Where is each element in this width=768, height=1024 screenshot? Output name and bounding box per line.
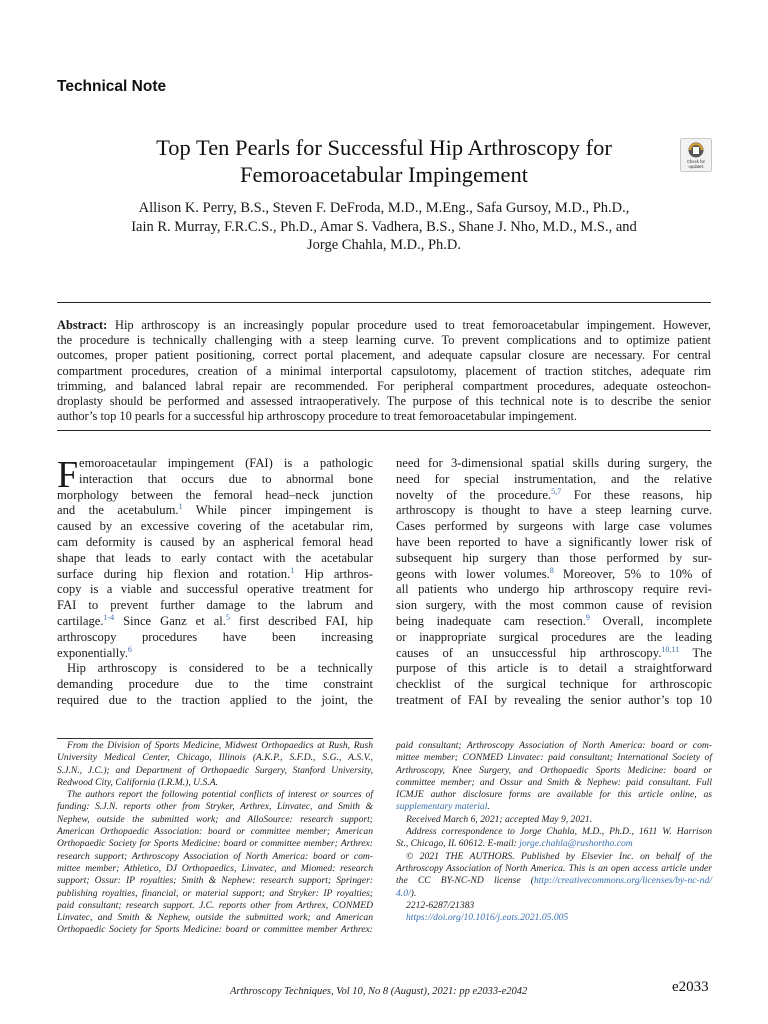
body-line: cam deformity is caused by an aspherical femoral head: [57, 534, 373, 549]
body-line: Cases performed by surgeons with large case volumes: [396, 519, 712, 534]
citation-link[interactable]: 1: [290, 565, 295, 575]
drop-cap: F: [57, 454, 79, 496]
author-list: [57, 199, 711, 255]
abstract-line: [57, 318, 711, 333]
citation-link[interactable]: 5: [225, 612, 230, 622]
footnote-line: committee member; and Ossur and Smith & Nephew: paid consultant. Full: [396, 776, 712, 788]
footnote-line: the CC BY-NC-ND license (http://creativecommons.org/licenses/by-nc-nd/: [396, 875, 712, 887]
body-line: geons with lower volumes.$^8$ Moreover, 5% to 10% of: [396, 565, 712, 581]
badge-text-1: Check for: [687, 159, 705, 164]
footnote-line: From the Division of Sports Medicine, Midwest Orthopaedics at Rush, Rush: [67, 740, 373, 751]
license-link[interactable]: 4.0/: [396, 887, 411, 899]
footnote-line: Orthopaedic Society for Sports Medicine: board or committee member; Arthrex:: [57, 838, 373, 850]
supplementary-material-link[interactable]: supplementary material: [396, 801, 488, 813]
footnote-line: American Orthopaedic Association: board or committee member; American: [57, 826, 373, 838]
footnote-line: Nephew, outside the submitted work; and AlloSource: research support;: [57, 813, 373, 825]
body-line: copy is a viable and successful operative treatment for: [57, 582, 373, 597]
issn: 2212-6287/21383: [406, 899, 475, 911]
footnote-line: Linvatec, and Smith & Nephew, outside the submitted work; and American: [57, 912, 373, 924]
license-link[interactable]: http://creativecommons.org/licenses/by-nc-nd/: [533, 875, 712, 887]
body-line: novelty of the procedure.$^{5,7}$ For these reasons, hip: [396, 486, 712, 502]
footnote-disclosures: [396, 740, 712, 924]
footnote-line: research support; Arthroscopy Association of North America: board or com-: [57, 850, 373, 862]
doi-row: [396, 912, 712, 924]
article-title: [90, 134, 678, 188]
body-column-right: [396, 456, 712, 709]
body-line: arthroscopy procedures have been increasing: [57, 629, 373, 644]
body-line: morphology between the femoral head–neck junction: [57, 487, 373, 502]
section-label: Technical Note: [57, 78, 167, 95]
body-line: sion surgery, with the most common cause of revision: [396, 598, 712, 613]
body-line: or inappropriate surgical procedures are the leading: [396, 629, 712, 644]
body-line: all patients who undergo hip arthroscopy require revi-: [396, 582, 712, 597]
check-for-updates-badge[interactable]: [680, 138, 712, 172]
abstract-line: compartment procedures, creation of a minimal interportal capsulotomy, placement of traction stitches, adequate rim: [57, 363, 711, 378]
footnote-line: funding: S.J.N. reports other from Stryker, Arthrex, Linvatec, and Smith &: [57, 801, 373, 813]
abstract-text: Hip arthroscopy is an increasingly popular procedure used to treat femoroacetabular impingement. However,: [107, 318, 711, 332]
body-line: need for 3-dimensional spatial skills during surgery, the: [396, 456, 712, 470]
journal-citation-footer: Arthroscopy Techniques, Vol 10, No 8 (August), 2021: pp e2033-e2042: [230, 986, 528, 997]
footnote-line: supplementary material.: [396, 801, 490, 813]
author-line: Iain R. Murray, F.R.C.S., Ph.D., Amar S. Vadhera, B.S., Shane J. Nho, M.D., M.S., and: [131, 218, 637, 235]
footnote-line: ICMJE author disclosure forms are available for this article online, as: [396, 789, 712, 801]
citation-link[interactable]: 10,11: [661, 644, 680, 654]
abstract-line: outcomes, proper patient positioning, correct portal placement, and adequate capsular closure are necessary. For central: [57, 348, 711, 363]
badge-text-2: updates: [688, 164, 704, 169]
author-line: Allison K. Perry, B.S., Steven F. DeFroda, M.D., M.Eng., Safa Gursoy, M.D., Ph.D.,: [138, 200, 630, 216]
body-line: treatment of FAI by revealing the senior author’s top 10: [396, 692, 712, 707]
title-line: Femoroacetabular Impingement: [239, 162, 529, 187]
body-line: have been reported to have a significantly lower risk of: [396, 534, 712, 549]
body-line: cartilage.$^{1-4}$ Since Ganz et al.$^5$ first described FAI, hip: [57, 612, 373, 628]
body-column-left: [57, 456, 373, 709]
footnote-line: publishing royalties, financial, or material support; and Stryker: IP royalties;: [57, 887, 373, 899]
footnote-line: mittee member; CONMED Linvatec: paid consultant; International Society of: [396, 752, 712, 764]
author-line: Jorge Chahla, M.D., Ph.D.: [307, 237, 461, 253]
title-line: Top Ten Pearls for Successful Hip Arthroscopy for: [156, 135, 612, 160]
footnote-line: S.J.N., J.C.); and Department of Orthopaedic Surgery, Stanford University,: [57, 764, 373, 776]
body-line: and the acetabulum.$^1$ While pincer impingement is: [57, 502, 374, 518]
footnote-line: paid consultant; research support. J.C. reports other from Arthrex, CONMED: [57, 899, 373, 911]
body-line: caused by an excessive covering of the acetabular rim,: [57, 519, 373, 534]
abstract-line: the procedure is technically challenging with a steep learning curve. To prevent complications and to optimize patient: [57, 333, 711, 348]
abstract-line: author’s top 10 pearls for a successful hip arthroscopy procedure to treat femoroacetabular impingement.: [57, 409, 577, 424]
footnote-line: Arthroscopy, Knee Surgery, and Orthopaedic Sports Medicine: board or: [396, 764, 712, 776]
body-line: emoroacetaular impingement (FAI) is a pathologic: [79, 456, 373, 470]
footnote-line: Redwood City, California (I.R.M.), U.S.A.: [57, 776, 218, 788]
body-line: subsequent hip surgery than those performed by sur-: [396, 550, 712, 565]
footnote-line: © 2021 THE AUTHORS. Published by Elsevier Inc. on behalf of the: [406, 850, 712, 862]
footnote-line: Arthroscopy Association of North America. This is an open access article under: [396, 862, 712, 874]
body-line: arthroscopy is thought to have a steep learning curve.: [396, 503, 712, 518]
footnote-line: St., Chicago, IL 60612. E-mail: jorge.chahla@rushortho.com: [396, 838, 633, 850]
body-line: exponentially.$^6$: [57, 644, 132, 660]
citation-link[interactable]: 6: [127, 644, 132, 654]
citation-link[interactable]: 1: [178, 502, 183, 512]
body-line: interaction that occurs due to abnormal bone: [79, 471, 373, 486]
citation-link[interactable]: 5,7: [551, 486, 562, 496]
footnote-line: mittee member; Athletico, DJ Orthopaedics, Linvatec, and Miomed: research: [57, 862, 373, 874]
abstract-line: droplasty should be performed and assessed intraoperatively. The purpose of this technical note is to describe the senior: [57, 394, 711, 409]
footnote-affiliations: [57, 740, 373, 937]
footnote-line: University Medical Center, Chicago, Illinois (A.K.P., S.F.D., S.G., A.S.V.,: [57, 752, 373, 764]
body-line: causes of an unsuccessful hip arthroscopy.$^{10,11}$ The: [396, 644, 712, 660]
received-date: Received March 6, 2021; accepted May 9, 2021.: [406, 813, 593, 825]
body-line: surface during hip flexion and rotation.$^1$ Hip arthros-: [57, 565, 373, 581]
citation-link[interactable]: 9: [585, 612, 590, 622]
body-line: Hip arthroscopy is considered to be a technically: [67, 661, 373, 676]
abstract-label: Abstract:: [57, 318, 108, 332]
page-number: e2033: [672, 979, 709, 995]
citation-link[interactable]: 8: [549, 565, 554, 575]
abstract-top-rule: [57, 302, 711, 303]
body-line: checklist of the surgical technique for arthroscopic: [396, 677, 712, 692]
abstract: [57, 318, 711, 424]
footnote-line: support; Ossur: IP royalties; Smith & Nephew: research support; Springer:: [57, 875, 373, 887]
body-line: purpose of this article is to detail a straightforward: [396, 661, 712, 676]
body-line: FAI to prevent further damage to the labrum and: [57, 598, 373, 613]
abstract-line: trimming, and balanced labral repair are recommended. For peripheral compartment procedures, adequate osteochon-: [57, 378, 711, 393]
footnote-rule-left: [57, 738, 373, 739]
email-link[interactable]: jorge.chahla@rushortho.com: [519, 838, 633, 850]
footnote-line: paid consultant; Arthroscopy Association of North America: board or com-: [396, 740, 712, 751]
citation-link[interactable]: 1-4: [103, 612, 115, 622]
body-line: being inadequate cam resection.$^9$ Overall, incomplete: [396, 612, 712, 628]
body-line: required due to the traction applied to the joint, the: [57, 692, 373, 707]
footnote-line: Orthopaedic Society for Sports Medicine: board or committee member Arthrex:: [57, 924, 373, 936]
footnote-line: 4.0/).: [396, 887, 417, 899]
body-line: need for special instrumentation, and the relative: [396, 471, 712, 486]
footnote-line: Address correspondence to Jorge Chahla, M.D., Ph.D., 1611 W. Harrison: [406, 826, 712, 838]
abstract-bottom-rule: [57, 430, 711, 431]
body-line: demanding procedure due to the time constraint: [57, 677, 373, 692]
doi-link[interactable]: https://doi.org/10.1016/j.eats.2021.05.005: [406, 912, 569, 924]
check-for-updates-icon: [680, 138, 712, 172]
body-line: shape that leads to early contact with the acetabular: [57, 550, 373, 565]
footnote-line: The authors report the following potential conflicts of interest or sources of: [67, 789, 373, 801]
